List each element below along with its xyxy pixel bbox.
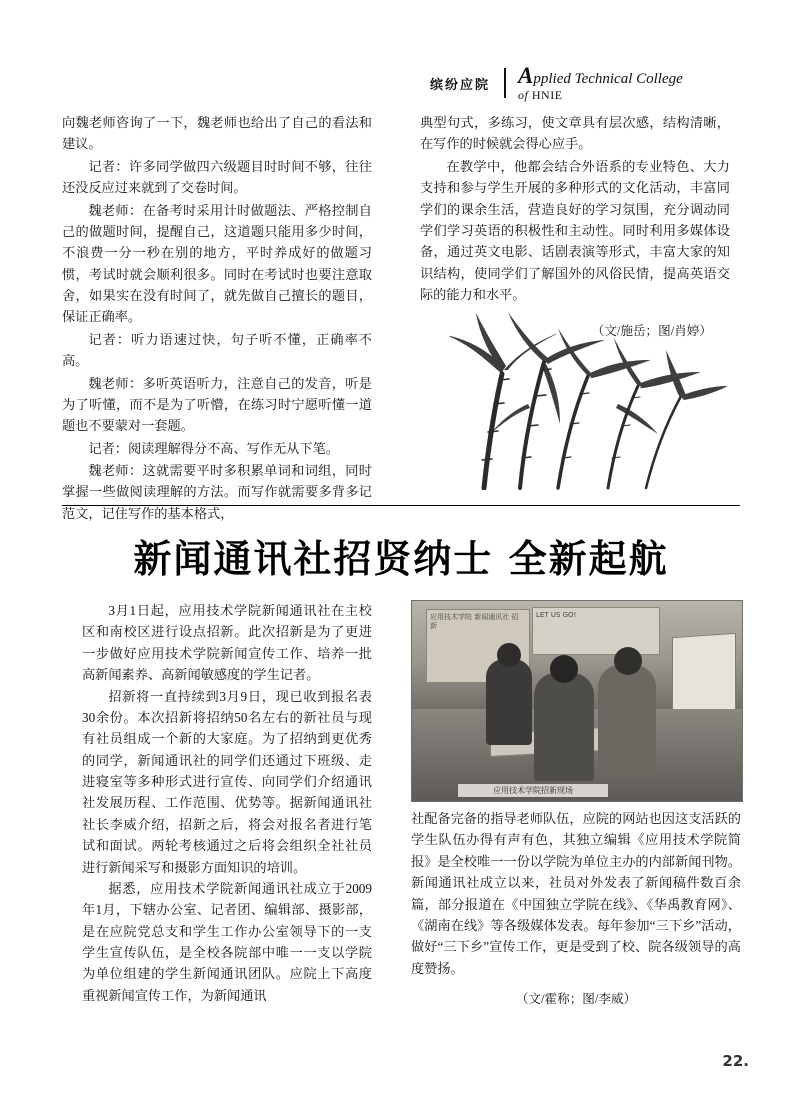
lower-article-left-column [82, 600, 372, 1006]
paragraph: 招新将一直持续到3月9日，现已收到报名表30余份。本次招新将招纳50名左右的新社员与现有社员组成一个新的大家庭。为了招纳到更优秀的同学，新闻通讯社的同学们还通过下班级、走进寝室等多种形式进行宣传、向同学们介绍通讯社发展历程、工作范围、优势等。据新闻通讯社社长李威介绍，招新之后，将会对报名者进行笔试和面试。两轮考核通过之后将会组织全社社员进行新闻采写和摄影方面知识的培训。 [82, 688, 372, 875]
photo-caption: 应用技术学院招新现场 [458, 784, 608, 797]
section-divider [62, 505, 740, 506]
page-number: 22. [722, 1052, 749, 1070]
photo-poster-left: 应用技术学院 新闻通讯社 招 新 [426, 609, 530, 683]
photo-person-center [534, 673, 594, 781]
masthead-english-line1 [518, 64, 683, 88]
article-photo [411, 600, 743, 802]
paragraph: 记者：听力语速过快，句子听不懂，正确率不高。 [62, 331, 372, 369]
photo-person-right [598, 665, 656, 775]
paragraph: 记者：阅读理解得分不高、写作无从下笔。 [88, 440, 339, 456]
masthead-divider-rule [504, 68, 506, 98]
lower-article-byline: （文/霍称；图/李威） [515, 992, 637, 1006]
bamboo-icon [432, 300, 732, 490]
masthead-english-rest: pplied Technical College [533, 71, 683, 88]
paragraph: 典型句式，多练习，使文章具有层次感，结构清晰，在写作的时候就会得心应手。 [420, 115, 730, 152]
page-title: 新闻通讯社招贤纳士 全新起航 [133, 536, 669, 581]
paragraph: 3月1日起，应用技术学院新闻通讯社在主校区和南校区进行设点招新。此次招新是为了更进一步做好应用技术学院新闻宣传工作、培养一批高新闻素养、高新闻敏感度的学生记者。 [82, 603, 372, 683]
bamboo-illustration [432, 300, 732, 490]
paragraph: 社配备完备的指导老师队伍，应院的网站也因这支活跃的学生队伍办得有声有色，其独立编辑《应用技术学院简报》是全校唯一一份以学院为单位主办的内部新闻刊物。新闻通讯社成立以来，社员对外发表了新闻稿件数百余篇，部分报道在《中国独立学院在线》、《华禹教育网》、《湖南在线》等各级媒体发表。每年参加“三下乡”活动，做好“三下乡”宣传工作，更是受到了校、院各级领导的高度赞扬。 [411, 811, 741, 976]
photo-poster-banner: LET US GO! [532, 607, 660, 655]
paragraph: 据悉，应用技术学院新闻通讯社成立于2009年1月，下辖办公室、记者团、编辑部、摄影部，是在应院党总支和学生工作办公室领导下的一支学生宣传队伍，是全校各院部中唯一一支以学院为单位组建的学生新闻通讯团队。应院上下高度重视新闻宣传工作，为新闻通讯 [82, 880, 372, 1003]
photo-person-head [497, 643, 521, 667]
photo-person-head [550, 655, 578, 683]
paragraph: 在教学中，他都会结合外语系的专业特色、大力支持和参与学生开展的多种形式的文化活动，丰富同学们的课余生活，营造良好的学习氛围，充分调动同学们学习英语的积极性和主动性。同时利用多媒体设备，通过英文电影、话剧表演等形式，丰富大家的知识结构，使同学们了解国外的风俗民情，提高英语交际的能力和水平。 [420, 158, 730, 302]
masthead-drop-cap: A [518, 63, 534, 89]
photo-person-left [486, 659, 532, 745]
top-article-left-column [62, 112, 372, 525]
paragraph: 记者：许多同学做四六级题目时时间不够，往往还没反应过来就到了交卷时间。 [62, 158, 372, 196]
masthead-english-line2 [518, 89, 683, 102]
masthead [430, 62, 750, 104]
lower-article-right-column [411, 808, 741, 1009]
paragraph: 魏老师：这就需要平时多积累单词和词组，同时掌握一些做阅读理解的方法。而写作就需要多背多记范文，记住写作的基本格式， [62, 463, 372, 521]
paragraph: 魏老师：在备考时采用计时做题法、严格控制自己的做题时间，提醒自己，这道题只能用多少时间，不浪费一分一秒在别的地方，平时养成好的做题习惯，考试时就会顺利很多。同时在考试时也要注意取舍，如果实在没有时间了，就先做自己擅长的题目，保证正确率。 [62, 202, 372, 325]
masthead-chinese-title: 缤纷应院 [430, 77, 491, 93]
top-article-credit: （文/施岳；图/肖婷） [591, 324, 712, 339]
masthead-of-word: of [518, 88, 529, 103]
photo-person-head [614, 647, 642, 675]
masthead-english-block [518, 64, 683, 102]
paragraph: 魏老师：多听英语听力，注意自己的发音，听是为了听懂，而不是为了听懵，在练习时宁愿听懂一道题也不要蒙对一套题。 [62, 375, 372, 434]
paragraph: 向魏老师咨询了一下，魏老师也给出了自己的看法和建议。 [62, 115, 372, 152]
masthead-institution: HNIE [528, 88, 563, 103]
